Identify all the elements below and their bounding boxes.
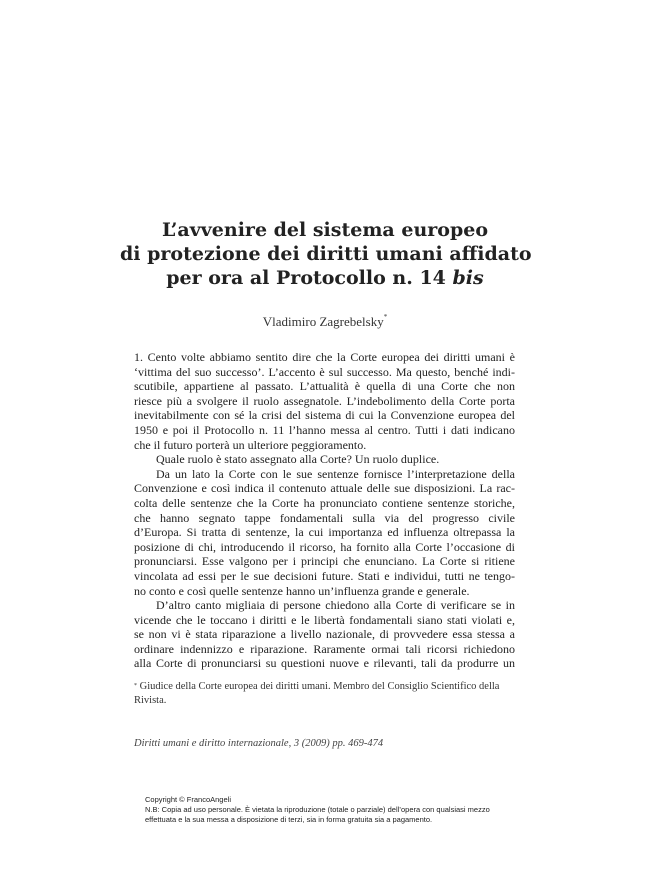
body-line: riesce più a svolgere il ruolo assegnatole. L’indebolimento della Corte porta [134, 393, 515, 408]
title-italic-bis: bis [452, 267, 484, 289]
copyright-line-1: Copyright © FrancoAngeli [145, 795, 231, 804]
body-line: Convenzione e così indica il contenuto attuale delle sue disposizioni. La rac- [134, 481, 515, 496]
body-line: alla Corte di pronunciarsi su questioni nuove e rilevanti, tali da produrre un [134, 656, 515, 671]
copyright-line-3: effettuata e la sua messa a disposizione di terzi, sia in forma gratuita sia a pagamento. [145, 815, 433, 824]
body-line: 1. Cento volte abbiamo sentito dire che la Corte europea dei diritti umani è [134, 350, 515, 364]
body-line: D’altro canto migliaia di persone chiedono alla Corte di verificare se in [156, 598, 515, 613]
footnote [134, 680, 515, 707]
body-line: 1950 e poi il Protocollo n. 11 l’hanno messa al centro. Tutti i dati indicano [134, 422, 515, 437]
footnote-line-2: Rivista. [134, 694, 167, 706]
title-line-3-text: per ora al Protocollo n. 14 [166, 267, 446, 289]
journal-citation: Diritti umani e diritto internazionale, 3 (2009) pp. 469-474 [134, 738, 384, 749]
body-line: no conto e così quelle sentenze hanno un’influenza grande e generale. [134, 583, 470, 598]
body-line: pronunciarsi. Esse valgono per i principi che enunciano. La Corte si ritiene [134, 554, 515, 569]
footnote-text-1: Giudice della Corte europea dei diritti umani. Membro del Consiglio Scientifico della [139, 681, 500, 692]
body-line: Da un lato la Corte con le sue sentenze fornisce l’interpretazione della [156, 466, 515, 481]
title-line-1: L’avvenire del sistema europeo [162, 219, 488, 241]
body-line: colta delle sentenze che la Corte ha pronunciato contiene sentenze storiche, [134, 495, 515, 510]
article-body [134, 350, 515, 671]
body-line: d’Europa. Si tratta di sentenze, la cui importanza ed influenza oltrepassa la [134, 525, 515, 540]
article-title [120, 218, 530, 290]
body-line: inevitabilmente con sé la crisi del sistema di cui la Convenzione europea del [134, 408, 515, 423]
body-line: vincolata ad essi per le sue decisioni future. Stati e individui, tutti ne tengo- [134, 568, 515, 583]
title-line-3 [120, 266, 530, 290]
author-name: Vladimiro Zagrebelsky [262, 314, 384, 329]
copyright-notice [145, 795, 490, 825]
footnote-marker: * [134, 683, 137, 689]
body-line: che hanno segnato tappe fondamentali sulla via del progresso civile [134, 510, 515, 525]
body-line: ordinare indennizzo e riparazione. Raramente ormai tali ricorsi richiedono [134, 641, 515, 656]
copyright-line-2: N.B: Copia ad uso personale. È vietata la riproduzione (totale o parziale) dell’opera con qualsiasi mezzo [145, 805, 490, 814]
body-line: Quale ruolo è stato assegnato alla Corte? Un ruolo duplice. [156, 452, 440, 467]
title-line-2: di protezione dei diritti umani affidato [120, 243, 532, 265]
body-line: scutibile, appartiene al passato. L’attualità è quella di una Corte che non [134, 379, 515, 394]
author-footnote-marker: * [383, 313, 388, 321]
body-line: ‘vittima del suo successo’. L’accento è sul successo. Ma questo, benché indi- [134, 364, 515, 379]
body-line: se non vi è stata riparazione a livello nazionale, di provvedere essa stessa a [134, 627, 515, 642]
body-line: posizione di chi, introducendo il ricorso, ha fornito alla Corte l’occasione di [134, 539, 515, 554]
body-line: che il futuro porterà un ulteriore peggioramento. [134, 437, 367, 452]
body-line: vicende che le toccano i diritti e le libertà fondamentali siano stati violati e, [134, 612, 515, 627]
footnote-line-1 [134, 680, 515, 694]
article-author [0, 314, 650, 330]
